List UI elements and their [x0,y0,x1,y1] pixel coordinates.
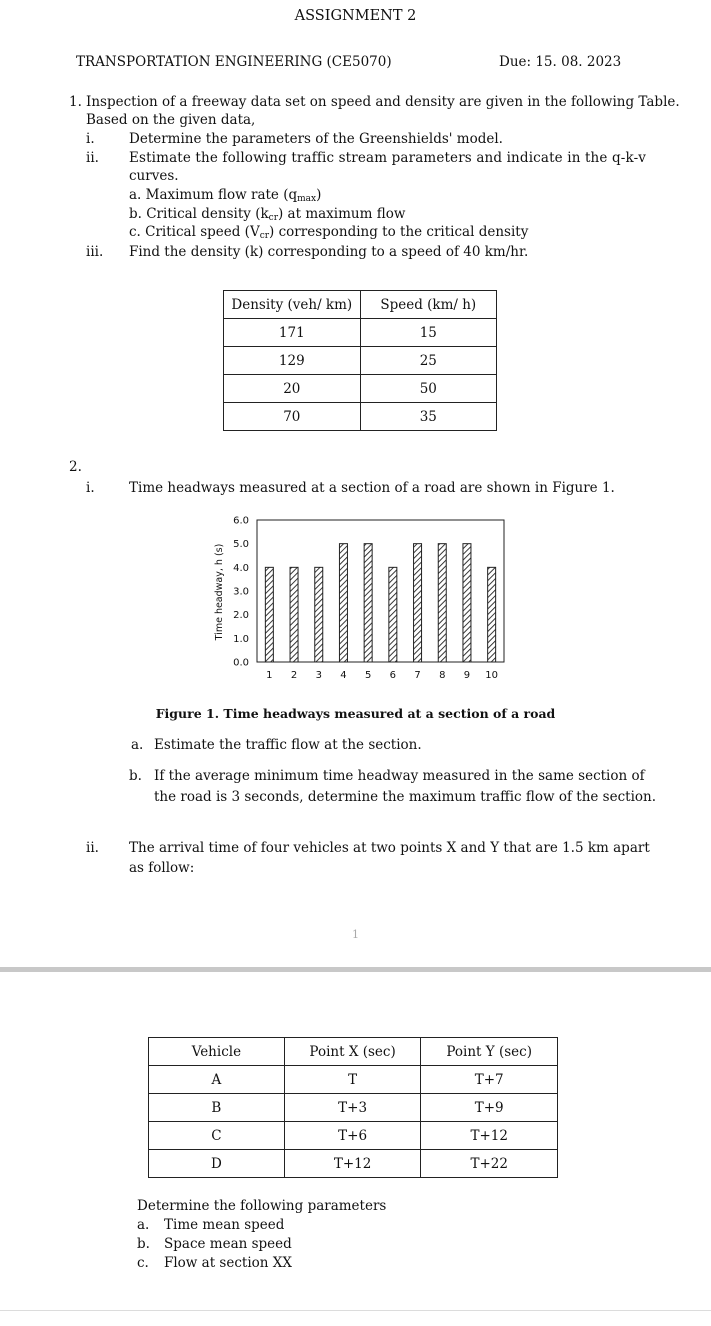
bar-6 [389,567,397,662]
q1-intro-line1: Inspection of a freeway data set on speed and density are given in the following Table. [86,94,680,110]
bar-7 [414,544,422,662]
table-row [149,1094,558,1122]
determine-text: Determine the following parameters [137,1198,387,1214]
y-tick-label: 6.0 [233,515,249,527]
table-header-row [224,291,497,319]
table-header-cell: Point X (sec) [284,1038,421,1066]
arrival-time-table [148,1037,558,1178]
table-cell: D [149,1150,285,1178]
y-tick-label: 4.0 [233,562,249,574]
table-cell: 50 [360,375,496,403]
table-header-cell: Speed (km/ h) [360,291,496,319]
y-tick-label: 0.0 [233,657,249,669]
q2-ii-number: ii. [86,840,99,856]
page-bottom-line [0,1310,711,1311]
q2-a-label: a. [131,737,144,753]
bar-5 [364,544,372,662]
due-date: Due: 15. 08. 2023 [499,54,622,70]
table-row [224,319,497,347]
x-tick-label: 9 [463,670,471,681]
bar-4 [339,544,347,662]
table-row [224,375,497,403]
q2-number: 2. [69,459,82,475]
param-label: b. [137,1236,150,1252]
q2-b-text-line1: If the average minimum time headway measured in the same section of [154,768,645,784]
q1-number: 1. [69,94,82,110]
speed-density-table [223,290,497,431]
x-tick-label: 2 [290,670,298,681]
page-number: 1 [352,928,359,941]
x-tick-label: 3 [315,670,322,681]
param-text: Flow at section XX [164,1255,292,1271]
q2-i-number: i. [86,480,95,496]
y-tick-label: 2.0 [233,610,249,622]
table-cell: T+12 [421,1122,558,1150]
bar-10 [488,567,496,662]
q2-b-label: b. [129,768,142,784]
q2-i-text: Time headways measured at a section of a road are shown in Figure 1. [129,480,615,496]
param-label: c. [137,1255,149,1271]
table-cell: 35 [360,403,496,431]
figure-caption: Figure 1. Time headways measured at a section of a road [155,706,556,721]
bar-2 [290,567,298,662]
table-cell: B [149,1094,285,1122]
table-header-cell: Point Y (sec) [421,1038,558,1066]
bar-9 [463,544,471,662]
q2-ii-text-line1: The arrival time of four vehicles at two points X and Y that are 1.5 km apart [129,840,650,856]
bar-3 [315,567,323,662]
page-divider [0,967,711,972]
x-tick-label: 5 [364,670,372,681]
y-axis-label: Time headway, h (s) [214,543,225,641]
q1-sub-a: a. Maximum flow rate $(q_{max})$ [129,187,322,204]
table-cell: T+6 [284,1122,421,1150]
table-cell: T+7 [421,1066,558,1094]
x-tick-label: 10 [485,670,499,681]
q2-b-text-line2: the road is 3 seconds, determine the maximum traffic flow of the section. [154,789,657,805]
course-name: TRANSPORTATION ENGINEERING (CE5070) [76,54,392,70]
q1-sub-c: c. Critical speed $(V_{cr})$ corresponding to the critical density [129,224,529,241]
table-row [224,347,497,375]
y-tick-label: 5.0 [233,539,249,551]
q1-ii-text-line1: Estimate the following traffic stream parameters and indicate in the q-k-v [129,150,647,166]
table-cell: T+3 [284,1094,421,1122]
q1-i-text: Determine the parameters of the Greenshields' model. [129,131,503,147]
assignment-title: ASSIGNMENT 2 [294,8,417,24]
q2-ii-text-line2: as follow: [129,860,195,876]
table-cell: T [284,1066,421,1094]
table-row [224,403,497,431]
table-row [149,1150,558,1178]
table-cell: 15 [360,319,496,347]
param-text: Space mean speed [164,1236,292,1252]
x-tick-label: 7 [414,670,421,681]
q1-sub-b: b. Critical density $(k_{cr})$ at maximum flow [129,206,406,223]
q1-intro-line2: Based on the given data, [86,112,256,128]
x-tick-label: 1 [266,670,273,681]
bar-8 [438,544,446,662]
table-cell: 70 [224,403,361,431]
param-label: a. [137,1217,150,1233]
table-cell: 25 [360,347,496,375]
table-cell: 129 [224,347,361,375]
x-tick-label: 6 [389,670,397,681]
y-tick-label: 1.0 [233,633,249,645]
table-cell: 171 [224,319,361,347]
table-cell: T+9 [421,1094,558,1122]
bar-1 [265,567,273,662]
table-cell: C [149,1122,285,1150]
headway-bar-chart [205,512,515,686]
table-cell: A [149,1066,285,1094]
table-cell: T+22 [421,1150,558,1178]
y-tick-label: 3.0 [233,586,249,598]
table-header-row [149,1038,558,1066]
table-row [149,1066,558,1094]
q1-iii-number: iii. [86,244,104,260]
q1-ii-text-line2: curves. [129,168,179,184]
table-header-cell: Density (veh/ km) [224,291,361,319]
table-cell: T+12 [284,1150,421,1178]
q2-a-text: Estimate the traffic flow at the section. [154,737,422,753]
q1-ii-number: ii. [86,150,99,166]
param-text: Time mean speed [164,1217,285,1233]
x-tick-label: 8 [439,670,446,681]
q1-iii-text: Find the density (k) corresponding to a speed of 40 km/hr. [129,244,529,260]
table-header-cell: Vehicle [149,1038,285,1066]
q1-i-number: i. [86,131,95,147]
table-cell: 20 [224,375,361,403]
table-row [149,1122,558,1150]
x-tick-label: 4 [340,670,347,681]
